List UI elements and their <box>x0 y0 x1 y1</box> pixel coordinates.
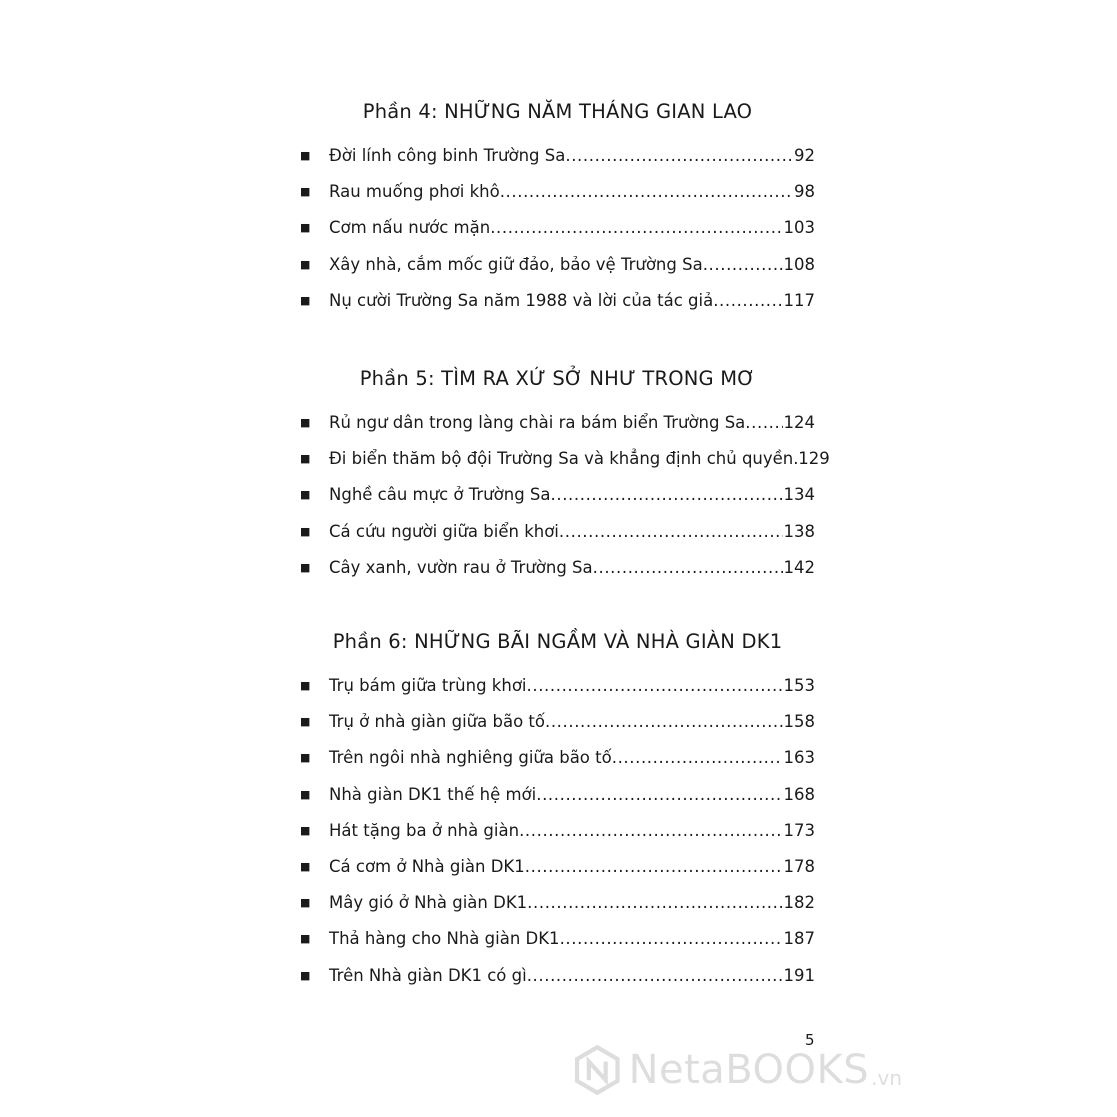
entry-page-number: 108 <box>783 254 815 274</box>
bullet-icon: ■ <box>300 751 311 765</box>
dot-leader <box>745 405 782 441</box>
dot-leader <box>527 668 783 704</box>
dot-leader <box>525 849 783 885</box>
entry-page-number: 117 <box>783 290 815 310</box>
bullet-icon: ■ <box>300 968 311 982</box>
toc-entry <box>300 921 815 957</box>
entry-page-number: 129 <box>798 449 830 469</box>
toc-section-4 <box>300 97 815 319</box>
entry-title: Trụ bám giữa trùng khơi <box>329 676 527 695</box>
entry-title: Nhà giàn DK1 thế hệ mới <box>329 784 537 804</box>
toc-entry <box>300 138 815 174</box>
entry-page-number: 178 <box>783 856 815 876</box>
dot-leader <box>593 550 783 586</box>
entry-page-number: 182 <box>783 893 815 913</box>
entry-page-number: 124 <box>783 413 815 432</box>
entry-title: Rau muống phơi khô <box>329 182 500 202</box>
bullet-icon: ■ <box>300 524 311 538</box>
watermark-suffix: .vn <box>871 1066 902 1090</box>
entry-page-number: 92 <box>794 146 815 165</box>
dot-leader <box>612 740 783 776</box>
dot-leader <box>536 777 782 813</box>
toc-entry <box>300 441 830 477</box>
entry-title: Nghề câu mực ở Trường Sa <box>329 485 551 505</box>
toc-entry <box>300 777 815 813</box>
bullet-icon: ■ <box>300 488 311 502</box>
bullet-icon: ■ <box>300 932 311 946</box>
toc-list <box>300 668 815 994</box>
bullet-icon: ■ <box>300 679 311 692</box>
entry-page-number: 134 <box>783 485 815 505</box>
entry-title: Trụ ở nhà giàn giữa bão tố <box>329 712 545 732</box>
dot-leader <box>545 704 783 740</box>
toc-entry <box>300 514 815 550</box>
watermark-brand: NetaBOOKS <box>628 1047 870 1093</box>
toc-entry <box>300 849 815 885</box>
toc-entry <box>300 704 815 740</box>
entry-page-number: 158 <box>783 712 815 732</box>
entry-page-number: 173 <box>783 820 815 840</box>
entry-title: Rủ ngư dân trong làng chài ra bám biển Trường Sa <box>329 413 746 432</box>
entry-title: Thả hàng cho Nhà giàn DK1 <box>329 929 560 949</box>
section-title: Phần 6: NHỮNG BÃI NGẦM VÀ NHÀ GIÀN DK1 <box>332 630 783 653</box>
bullet-icon: ■ <box>300 149 311 162</box>
bullet-icon: ■ <box>300 185 311 199</box>
dot-leader <box>703 247 783 283</box>
bullet-icon: ■ <box>300 859 311 873</box>
bullet-icon: ■ <box>300 257 311 271</box>
entry-title: Mây gió ở Nhà giàn DK1 <box>329 893 528 913</box>
toc-entry <box>300 885 815 921</box>
entry-page-number: 138 <box>783 521 815 541</box>
watermark <box>572 1038 902 1102</box>
entry-page-number: 153 <box>783 676 815 695</box>
dot-leader <box>713 283 782 319</box>
entry-page-number: 142 <box>783 557 815 577</box>
entry-title: Xây nhà, cắm mốc giữ đảo, bảo vệ Trường Sa <box>329 254 703 274</box>
dot-leader <box>527 958 783 994</box>
toc-entry <box>300 958 815 994</box>
toc-section-5 <box>300 364 830 586</box>
entry-title: Trên ngôi nhà nghiêng giữa bão tố <box>329 748 612 768</box>
toc-list <box>300 138 815 319</box>
netabooks-logo-icon <box>572 1041 623 1099</box>
toc-entry <box>300 247 815 283</box>
dot-leader <box>490 210 782 246</box>
entry-page-number: 98 <box>794 182 815 202</box>
toc-entry <box>300 405 815 441</box>
dot-leader <box>560 921 783 957</box>
toc-list <box>300 405 830 586</box>
bullet-icon: ■ <box>300 221 311 235</box>
dot-leader <box>559 514 783 550</box>
entry-title: Đời lính công binh Trường Sa <box>329 146 566 165</box>
page-number: 5 <box>805 1031 815 1049</box>
toc-entry <box>300 740 815 776</box>
toc-entry <box>300 477 815 513</box>
dot-leader <box>527 885 782 921</box>
entry-title: Cá cứu người giữa biển khơi <box>329 521 559 541</box>
toc-entry <box>300 283 815 319</box>
toc-entry <box>300 174 815 210</box>
section-title: Phần 4: NHỮNG NĂM THÁNG GIAN LAO <box>362 100 753 123</box>
entry-page-number: 191 <box>783 965 815 985</box>
toc-entry <box>300 210 815 246</box>
entry-title: Đi biển thăm bộ đội Trường Sa và khẳng định chủ quyền <box>329 449 794 469</box>
toc-entry <box>300 550 815 586</box>
bullet-icon: ■ <box>300 560 311 574</box>
bullet-icon: ■ <box>300 293 311 307</box>
section-title: Phần 5: TÌM RA XỨ SỞ NHƯ TRONG MƠ <box>359 367 756 390</box>
entry-title: Trên Nhà giàn DK1 có gì <box>329 965 527 985</box>
entry-title: Hát tặng ba ở nhà giàn <box>329 820 520 840</box>
toc-entry <box>300 813 815 849</box>
dot-leader <box>551 477 783 513</box>
dot-leader <box>565 138 793 174</box>
entry-page-number: 168 <box>783 784 815 804</box>
bullet-icon: ■ <box>300 452 311 466</box>
entry-title: Cá cơm ở Nhà giàn DK1 <box>329 856 525 876</box>
dot-leader <box>500 174 793 210</box>
bullet-icon: ■ <box>300 823 311 837</box>
entry-title: Cơm nấu nước mặn <box>329 218 491 238</box>
toc-section-6 <box>300 627 815 994</box>
entry-title: Nụ cười Trường Sa năm 1988 và lời của tác giả <box>329 290 714 310</box>
bullet-icon: ■ <box>300 715 311 729</box>
dot-leader <box>519 813 782 849</box>
entry-title: Cây xanh, vườn rau ở Trường Sa <box>329 557 593 577</box>
entry-page-number: 187 <box>783 929 815 949</box>
bullet-icon: ■ <box>300 416 311 429</box>
toc-entry <box>300 668 815 704</box>
bullet-icon: ■ <box>300 787 311 801</box>
bullet-icon: ■ <box>300 896 311 910</box>
entry-page-number: 163 <box>783 748 815 768</box>
entry-page-number: 103 <box>783 218 815 238</box>
